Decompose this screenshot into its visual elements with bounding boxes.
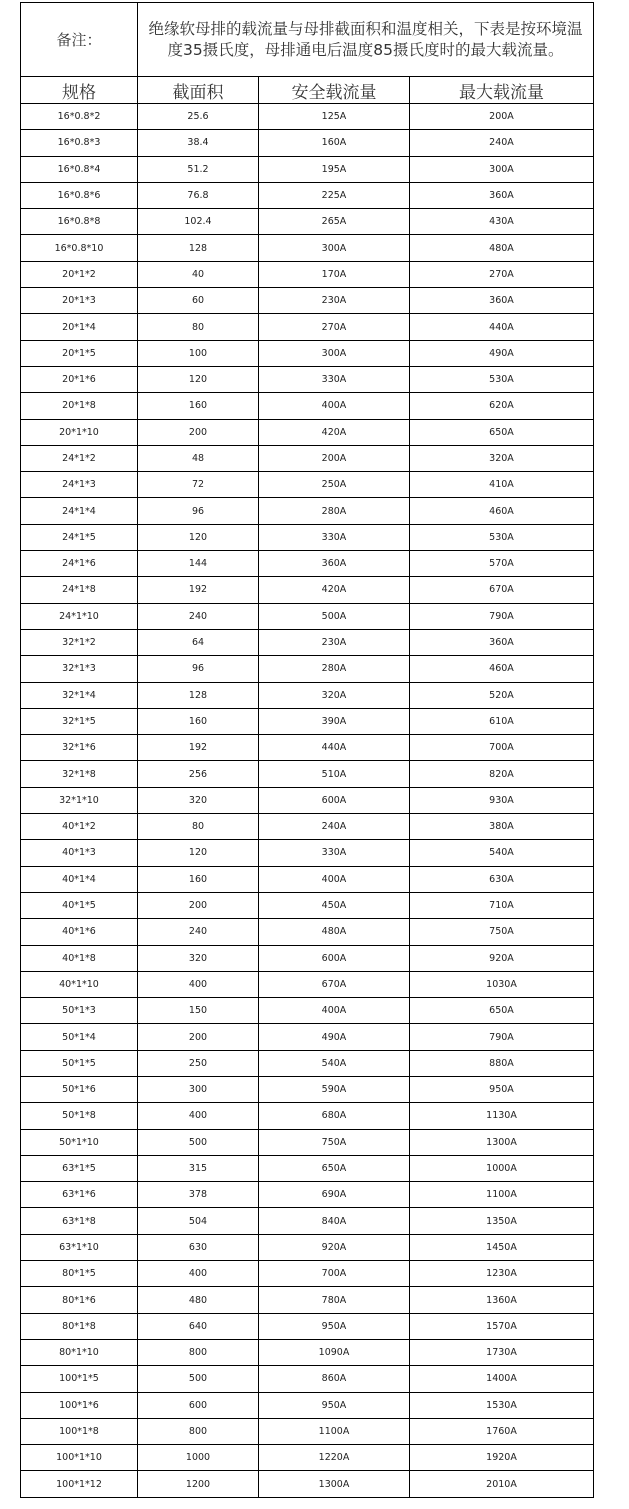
- cell-max-current: 790A: [410, 1024, 594, 1050]
- cell-area: 320: [138, 945, 259, 971]
- cell-max-current: 1300A: [410, 1129, 594, 1155]
- table-row: [21, 971, 594, 997]
- table-row: [21, 998, 594, 1024]
- cell-area: 240: [138, 919, 259, 945]
- cell-area: 1200: [138, 1471, 259, 1497]
- cell-max-current: 880A: [410, 1050, 594, 1076]
- cell-area: 72: [138, 472, 259, 498]
- table-row: [21, 288, 594, 314]
- cell-area: 25.6: [138, 104, 259, 130]
- cell-safe-current: 265A: [259, 209, 410, 235]
- cell-spec: 80*1*8: [21, 1313, 138, 1339]
- cell-spec: 40*1*2: [21, 814, 138, 840]
- cell-max-current: 1530A: [410, 1392, 594, 1418]
- cell-max-current: 430A: [410, 209, 594, 235]
- cell-area: 96: [138, 498, 259, 524]
- cell-safe-current: 170A: [259, 261, 410, 287]
- cell-spec: 50*1*8: [21, 1103, 138, 1129]
- cell-safe-current: 750A: [259, 1129, 410, 1155]
- cell-spec: 32*1*5: [21, 708, 138, 734]
- cell-safe-current: 300A: [259, 340, 410, 366]
- cell-safe-current: 270A: [259, 314, 410, 340]
- cell-max-current: 360A: [410, 288, 594, 314]
- cell-spec: 16*0.8*8: [21, 209, 138, 235]
- cell-safe-current: 690A: [259, 1182, 410, 1208]
- cell-safe-current: 490A: [259, 1024, 410, 1050]
- cell-safe-current: 420A: [259, 419, 410, 445]
- table-row: [21, 156, 594, 182]
- cell-area: 60: [138, 288, 259, 314]
- cell-safe-current: 200A: [259, 445, 410, 471]
- cell-safe-current: 780A: [259, 1287, 410, 1313]
- cell-area: 200: [138, 419, 259, 445]
- cell-area: 64: [138, 629, 259, 655]
- table-row: [21, 130, 594, 156]
- table-row: [21, 1208, 594, 1234]
- cell-max-current: 1100A: [410, 1182, 594, 1208]
- table-row: [21, 1366, 594, 1392]
- table-row: [21, 1261, 594, 1287]
- cell-safe-current: 160A: [259, 130, 410, 156]
- cell-area: 300: [138, 1076, 259, 1102]
- cell-spec: 24*1*3: [21, 472, 138, 498]
- table-row: [21, 182, 594, 208]
- cell-area: 800: [138, 1418, 259, 1444]
- cell-max-current: 630A: [410, 866, 594, 892]
- table-row: [21, 1155, 594, 1181]
- cell-spec: 50*1*6: [21, 1076, 138, 1102]
- cell-spec: 100*1*10: [21, 1445, 138, 1471]
- table-row: [21, 945, 594, 971]
- column-header-safe-current: 安全载流量: [259, 77, 410, 104]
- table-row: [21, 524, 594, 550]
- cell-safe-current: 125A: [259, 104, 410, 130]
- cell-safe-current: 360A: [259, 551, 410, 577]
- cell-max-current: 1360A: [410, 1287, 594, 1313]
- table-row: [21, 1392, 594, 1418]
- cell-spec: 24*1*10: [21, 603, 138, 629]
- table-row: [21, 919, 594, 945]
- cell-safe-current: 480A: [259, 919, 410, 945]
- cell-max-current: 1230A: [410, 1261, 594, 1287]
- cell-max-current: 490A: [410, 340, 594, 366]
- cell-max-current: 530A: [410, 366, 594, 392]
- table-row: [21, 577, 594, 603]
- cell-safe-current: 600A: [259, 787, 410, 813]
- cell-spec: 24*1*2: [21, 445, 138, 471]
- cell-area: 51.2: [138, 156, 259, 182]
- cell-safe-current: 1220A: [259, 1445, 410, 1471]
- cell-spec: 32*1*6: [21, 735, 138, 761]
- cell-spec: 32*1*10: [21, 787, 138, 813]
- cell-safe-current: 330A: [259, 840, 410, 866]
- cell-max-current: 930A: [410, 787, 594, 813]
- table-row: [21, 1182, 594, 1208]
- column-header-area: 截面积: [138, 77, 259, 104]
- cell-max-current: 650A: [410, 419, 594, 445]
- table-row: [21, 419, 594, 445]
- column-header-spec: 规格: [21, 77, 138, 104]
- cell-safe-current: 330A: [259, 524, 410, 550]
- cell-safe-current: 950A: [259, 1313, 410, 1339]
- cell-spec: 50*1*4: [21, 1024, 138, 1050]
- cell-max-current: 480A: [410, 235, 594, 261]
- cell-spec: 80*1*10: [21, 1339, 138, 1365]
- cell-spec: 63*1*5: [21, 1155, 138, 1181]
- cell-spec: 16*0.8*3: [21, 130, 138, 156]
- note-text: 绝缘软母排的载流量与母排截面积和温度相关，下表是按环境温度35摄氏度，母排通电后温度85摄氏度时的最大载流量。: [138, 3, 594, 77]
- table-row: [21, 1103, 594, 1129]
- cell-area: 48: [138, 445, 259, 471]
- column-header-max-current: 最大载流量: [410, 77, 594, 104]
- table-row: [21, 1313, 594, 1339]
- cell-area: 378: [138, 1182, 259, 1208]
- cell-area: 160: [138, 866, 259, 892]
- table-row: [21, 209, 594, 235]
- cell-max-current: 1450A: [410, 1234, 594, 1260]
- cell-safe-current: 590A: [259, 1076, 410, 1102]
- cell-max-current: 380A: [410, 814, 594, 840]
- table-row: [21, 1050, 594, 1076]
- cell-area: 1000: [138, 1445, 259, 1471]
- cell-max-current: 620A: [410, 393, 594, 419]
- table-row: [21, 1445, 594, 1471]
- cell-safe-current: 230A: [259, 629, 410, 655]
- cell-safe-current: 670A: [259, 971, 410, 997]
- cell-spec: 20*1*10: [21, 419, 138, 445]
- cell-spec: 80*1*6: [21, 1287, 138, 1313]
- cell-area: 800: [138, 1339, 259, 1365]
- cell-area: 256: [138, 761, 259, 787]
- cell-max-current: 670A: [410, 577, 594, 603]
- cell-safe-current: 700A: [259, 1261, 410, 1287]
- cell-max-current: 410A: [410, 472, 594, 498]
- cell-area: 102.4: [138, 209, 259, 235]
- table-row: [21, 1129, 594, 1155]
- cell-safe-current: 400A: [259, 866, 410, 892]
- cell-spec: 100*1*8: [21, 1418, 138, 1444]
- table-row: [21, 104, 594, 130]
- cell-safe-current: 1300A: [259, 1471, 410, 1497]
- cell-spec: 100*1*5: [21, 1366, 138, 1392]
- cell-max-current: 1400A: [410, 1366, 594, 1392]
- table-row: [21, 445, 594, 471]
- cell-max-current: 1570A: [410, 1313, 594, 1339]
- cell-spec: 80*1*5: [21, 1261, 138, 1287]
- cell-spec: 50*1*5: [21, 1050, 138, 1076]
- table-row: [21, 708, 594, 734]
- cell-area: 500: [138, 1366, 259, 1392]
- cell-max-current: 460A: [410, 656, 594, 682]
- cell-area: 240: [138, 603, 259, 629]
- cell-max-current: 820A: [410, 761, 594, 787]
- cell-spec: 20*1*8: [21, 393, 138, 419]
- cell-area: 500: [138, 1129, 259, 1155]
- cell-safe-current: 500A: [259, 603, 410, 629]
- cell-max-current: 1350A: [410, 1208, 594, 1234]
- cell-safe-current: 420A: [259, 577, 410, 603]
- cell-max-current: 270A: [410, 261, 594, 287]
- cell-safe-current: 510A: [259, 761, 410, 787]
- cell-max-current: 700A: [410, 735, 594, 761]
- cell-max-current: 920A: [410, 945, 594, 971]
- cell-spec: 24*1*8: [21, 577, 138, 603]
- cell-safe-current: 1090A: [259, 1339, 410, 1365]
- cell-area: 96: [138, 656, 259, 682]
- table-row: [21, 1024, 594, 1050]
- table-row: [21, 1076, 594, 1102]
- cell-spec: 16*0.8*6: [21, 182, 138, 208]
- table-row: [21, 1234, 594, 1260]
- cell-max-current: 950A: [410, 1076, 594, 1102]
- note-row: [21, 3, 594, 77]
- cell-spec: 40*1*10: [21, 971, 138, 997]
- cell-area: 504: [138, 1208, 259, 1234]
- table-row: [21, 814, 594, 840]
- cell-safe-current: 330A: [259, 366, 410, 392]
- cell-spec: 50*1*10: [21, 1129, 138, 1155]
- note-label: 备注：: [21, 3, 138, 77]
- cell-area: 192: [138, 735, 259, 761]
- table-row: [21, 1339, 594, 1365]
- header-row: [21, 77, 594, 104]
- cell-area: 150: [138, 998, 259, 1024]
- cell-spec: 20*1*6: [21, 366, 138, 392]
- cell-max-current: 610A: [410, 708, 594, 734]
- table-row: [21, 472, 594, 498]
- busbar-ampacity-table: [20, 2, 594, 1498]
- table-body: [21, 104, 594, 1498]
- cell-area: 400: [138, 971, 259, 997]
- cell-safe-current: 680A: [259, 1103, 410, 1129]
- table-row: [21, 1418, 594, 1444]
- cell-spec: 16*0.8*2: [21, 104, 138, 130]
- cell-safe-current: 400A: [259, 998, 410, 1024]
- cell-max-current: 320A: [410, 445, 594, 471]
- table-row: [21, 1287, 594, 1313]
- cell-area: 250: [138, 1050, 259, 1076]
- cell-safe-current: 195A: [259, 156, 410, 182]
- cell-area: 76.8: [138, 182, 259, 208]
- cell-max-current: 1920A: [410, 1445, 594, 1471]
- cell-max-current: 200A: [410, 104, 594, 130]
- cell-area: 120: [138, 840, 259, 866]
- cell-max-current: 440A: [410, 314, 594, 340]
- cell-area: 192: [138, 577, 259, 603]
- cell-max-current: 1760A: [410, 1418, 594, 1444]
- table-row: [21, 366, 594, 392]
- cell-area: 600: [138, 1392, 259, 1418]
- cell-safe-current: 400A: [259, 393, 410, 419]
- cell-area: 100: [138, 340, 259, 366]
- cell-max-current: 1130A: [410, 1103, 594, 1129]
- table-row: [21, 840, 594, 866]
- cell-safe-current: 230A: [259, 288, 410, 314]
- cell-safe-current: 250A: [259, 472, 410, 498]
- cell-spec: 40*1*5: [21, 892, 138, 918]
- cell-safe-current: 600A: [259, 945, 410, 971]
- table-row: [21, 629, 594, 655]
- cell-area: 640: [138, 1313, 259, 1339]
- table-row: [21, 892, 594, 918]
- cell-area: 80: [138, 814, 259, 840]
- cell-safe-current: 280A: [259, 656, 410, 682]
- cell-area: 320: [138, 787, 259, 813]
- cell-area: 630: [138, 1234, 259, 1260]
- cell-spec: 63*1*6: [21, 1182, 138, 1208]
- cell-max-current: 360A: [410, 182, 594, 208]
- cell-safe-current: 840A: [259, 1208, 410, 1234]
- cell-max-current: 240A: [410, 130, 594, 156]
- cell-max-current: 650A: [410, 998, 594, 1024]
- cell-max-current: 530A: [410, 524, 594, 550]
- cell-spec: 20*1*4: [21, 314, 138, 340]
- cell-max-current: 1030A: [410, 971, 594, 997]
- cell-max-current: 360A: [410, 629, 594, 655]
- cell-max-current: 1730A: [410, 1339, 594, 1365]
- table-row: [21, 787, 594, 813]
- cell-max-current: 520A: [410, 682, 594, 708]
- cell-spec: 32*1*8: [21, 761, 138, 787]
- cell-area: 80: [138, 314, 259, 340]
- cell-spec: 40*1*6: [21, 919, 138, 945]
- cell-safe-current: 450A: [259, 892, 410, 918]
- cell-area: 480: [138, 1287, 259, 1313]
- cell-max-current: 710A: [410, 892, 594, 918]
- cell-spec: 32*1*2: [21, 629, 138, 655]
- cell-spec: 16*0.8*10: [21, 235, 138, 261]
- cell-spec: 63*1*10: [21, 1234, 138, 1260]
- cell-safe-current: 1100A: [259, 1418, 410, 1444]
- table-row: [21, 393, 594, 419]
- cell-spec: 100*1*12: [21, 1471, 138, 1497]
- cell-spec: 40*1*3: [21, 840, 138, 866]
- cell-spec: 20*1*5: [21, 340, 138, 366]
- table-row: [21, 551, 594, 577]
- cell-area: 38.4: [138, 130, 259, 156]
- cell-spec: 24*1*6: [21, 551, 138, 577]
- cell-spec: 40*1*4: [21, 866, 138, 892]
- cell-area: 120: [138, 524, 259, 550]
- table-row: [21, 603, 594, 629]
- cell-safe-current: 540A: [259, 1050, 410, 1076]
- cell-area: 400: [138, 1103, 259, 1129]
- cell-max-current: 540A: [410, 840, 594, 866]
- cell-spec: 16*0.8*4: [21, 156, 138, 182]
- cell-safe-current: 390A: [259, 708, 410, 734]
- table-row: [21, 735, 594, 761]
- table-row: [21, 1471, 594, 1497]
- cell-area: 200: [138, 892, 259, 918]
- cell-max-current: 300A: [410, 156, 594, 182]
- cell-max-current: 2010A: [410, 1471, 594, 1497]
- cell-safe-current: 440A: [259, 735, 410, 761]
- cell-spec: 100*1*6: [21, 1392, 138, 1418]
- cell-area: 160: [138, 393, 259, 419]
- cell-area: 128: [138, 235, 259, 261]
- table-row: [21, 761, 594, 787]
- cell-spec: 20*1*2: [21, 261, 138, 287]
- cell-area: 400: [138, 1261, 259, 1287]
- table-row: [21, 682, 594, 708]
- cell-safe-current: 650A: [259, 1155, 410, 1181]
- cell-safe-current: 920A: [259, 1234, 410, 1260]
- cell-area: 200: [138, 1024, 259, 1050]
- cell-area: 128: [138, 682, 259, 708]
- cell-spec: 24*1*5: [21, 524, 138, 550]
- cell-safe-current: 320A: [259, 682, 410, 708]
- cell-max-current: 750A: [410, 919, 594, 945]
- cell-safe-current: 300A: [259, 235, 410, 261]
- cell-safe-current: 860A: [259, 1366, 410, 1392]
- cell-spec: 50*1*3: [21, 998, 138, 1024]
- table-row: [21, 498, 594, 524]
- table-row: [21, 235, 594, 261]
- cell-safe-current: 950A: [259, 1392, 410, 1418]
- cell-max-current: 460A: [410, 498, 594, 524]
- cell-max-current: 790A: [410, 603, 594, 629]
- cell-spec: 32*1*3: [21, 656, 138, 682]
- table-row: [21, 314, 594, 340]
- cell-area: 120: [138, 366, 259, 392]
- table-row: [21, 261, 594, 287]
- table-row: [21, 340, 594, 366]
- cell-safe-current: 225A: [259, 182, 410, 208]
- cell-max-current: 570A: [410, 551, 594, 577]
- cell-spec: 20*1*3: [21, 288, 138, 314]
- cell-spec: 24*1*4: [21, 498, 138, 524]
- cell-area: 315: [138, 1155, 259, 1181]
- cell-safe-current: 280A: [259, 498, 410, 524]
- cell-spec: 32*1*4: [21, 682, 138, 708]
- cell-spec: 40*1*8: [21, 945, 138, 971]
- cell-max-current: 1000A: [410, 1155, 594, 1181]
- table-row: [21, 656, 594, 682]
- cell-area: 144: [138, 551, 259, 577]
- table-row: [21, 866, 594, 892]
- cell-safe-current: 240A: [259, 814, 410, 840]
- cell-spec: 63*1*8: [21, 1208, 138, 1234]
- cell-area: 160: [138, 708, 259, 734]
- cell-area: 40: [138, 261, 259, 287]
